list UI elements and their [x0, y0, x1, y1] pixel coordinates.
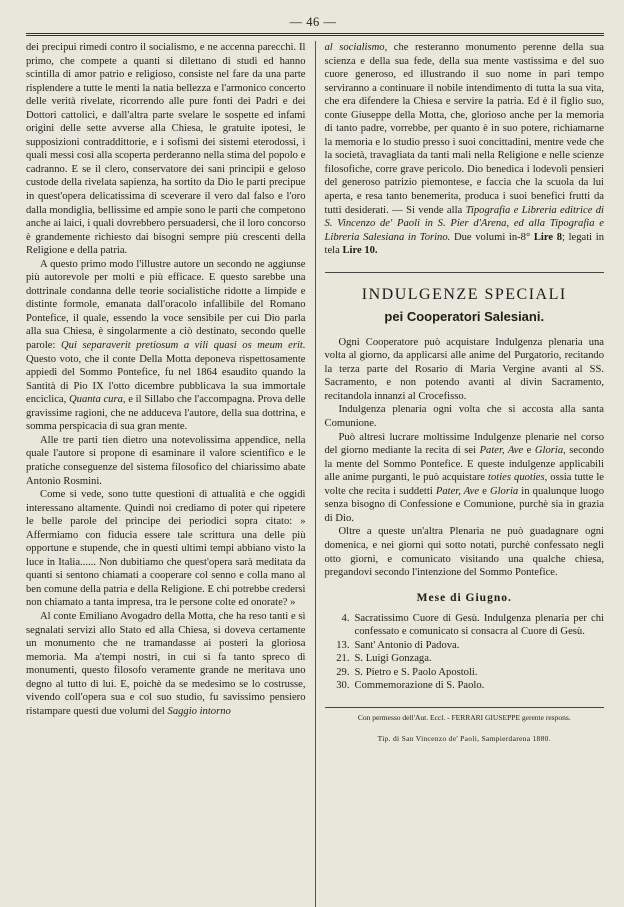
price-text: Due volumi in-8° [450, 231, 534, 243]
second-remedy-text: A questo primo modo l'illustre autore un secondo ne aggiunse più autorevole per molti e più efficace. E questo sarebbe una dottrinale condanna delle teorie socialistiche ridotte a limpide e distinte formole, emanata dall'oracolo infallibile del Romano Pontefice, il quale, essendo la voce sensibile per cui Dio parla alla sua Chiesa, è singolarmente a ciò destinato, secondo quelle parole: [26, 258, 306, 352]
feast-name: Sant' Antonio di Padova. [354, 639, 460, 651]
paragraph-socialismo-remedies: dei precipui rimedi contro il socialismo, e ne accenna parecchi. Il primo, che compete a quanti si dilettano di studi ed hanno scintilla di amor patrio e religioso, consiste nel fare da una parte risplendere a tutte le menti la natia bellezza e l'armonico concerto delle verità rivelate, ricorrendo alle pure fonti dei Padri e dei Dottori cattolici, e dall'altra parte svelare le sospette ed infami origini delle sette avverse alla Chiesa, le gratuite ipotesi, le supposizioni contraddittorie, e i sofismi dei sistemi eterodossi, i quali messi così alla scoperta perderanno nella stima del popolo e cadranno. E se il clero, conservatore dei sani principii e geloso custode della rivelata sapienza, ha sortito da Dio le parti precipue in quest'opera delicatissima di sceverare il vero dal falso e l'oro dalla mondiglia, bellissime ed ampie sono le parti che competono anche ai laici, i quali dovrebbero persuadersi, che il loro concorso è grandemente richiesto dai bisogni sempre più crescenti della Religione e della patria. [26, 42, 306, 257]
recite-and-2: e [479, 485, 490, 497]
price-text-2: ; legati in tela [324, 231, 604, 257]
footer-permission: Con permesso dell'Aut. Eccl. - FERRARI GIUSEPPE gerente respons. [357, 712, 571, 722]
socialismo-title: al socialismo [324, 42, 385, 53]
latin-quote: Qui separaverit pretiosum a vili quasi os meum erit. [61, 340, 306, 352]
avogadro-text: Al conte Emiliano Avogadro della Motta, che ha reso tanti e sì segnalati servizi allo Stato ed alla Chiesa, si doveva certamente un monumento che ne tramandasse ai posteri la gloriosa memoria. Ma a'tempi nostri, in cui si fa tanto spreco di monumenti, questo filosofo veramente grande ne meritava uno degno al tutto di lui. E, poichè da se medesimo se lo costrusse, vivendo coll'opera sua e col suo studio, fu savissimo pensiero ristampare questi due volumi del [26, 610, 306, 717]
recite-end: in qualunque luogo senza bisogno di Confessione e Comunione, purchè sia in grazia di Dio. [324, 485, 604, 524]
recite-and: e [523, 445, 535, 457]
feast-name: Commemorazione di S. Paolo. [354, 680, 485, 692]
feast-day: 30. [336, 680, 350, 692]
saggio-title: Saggio intorno [167, 705, 231, 717]
header-rule [26, 33, 604, 34]
price-amount-bound: Lire 10. [342, 245, 378, 257]
pater-ave-2: Pater, Ave [435, 485, 480, 497]
footer-rule [325, 707, 605, 708]
feast-name: S. Luigi Gonzaga. [354, 653, 432, 665]
encyclical-title: Quanta cura [69, 394, 123, 406]
paragraph-second-remedy [26, 258, 306, 434]
publisher-name: Tipografia e Libreria editrice di S. Vincenzo de' Paoli in S. Pier d'Arena, ed alla Tipografia e Libreria Salesiana in Torino. [324, 204, 604, 243]
paragraph-appendix: Alle tre parti tien dietro una notevolissima appendice, nella quale l'autore si propone di esaminare il valore scientifico e le pratiche conseguenze del sistema filosofico del chiarissimo abate Antonio Rosmini. [26, 434, 306, 487]
paragraph-indulgence-rosary: Ogni Cooperatore può acquistare Indulgenza plenaria una volta al giorno, da applicarsi alle anime del Purgatorio, recitando la terza parte del Rosario di Maria Vergine avanti al SS. Sacramento, e non potendo avanti al divin Sacramento, recitandola innanzi al Crocefisso. [324, 336, 604, 402]
feast-day: 29. [336, 666, 350, 678]
continuation-text: , che resteranno monumento perenne della sua scienza e della sua fede, della sua mente vastissima e del suo cuore generoso, ed illustrando il suo nome in pari tempo serviranno a continuare il nobile intendimento di tutta la sua vita, che era difendere la Chiesa e servire la patria. Ed è il figlio suo, conte Giuseppe della Motta, che, glorioso anche per la memoria di tanto padre, vorrebbe, per quanto è in suo potere, richiamarne la memoria e lo studio presso i suoi concittadini, mentre vede che la società, travagliata da tanti mali nella Religione e nelle scienze filosofiche, corre grave pericolo. Dio benedica i lodevoli pensieri del generoso patrizio piemontese, e faccia che la scuola da lui aperta, e resa tanto benemerita, produca i suoi benefici frutti da tutti desiderati. — Si vende alla [324, 42, 604, 216]
two-column-body [26, 41, 604, 907]
feast-day: 13. [336, 639, 350, 651]
feast-name: S. Pietro e S. Paolo Apostoli. [354, 666, 478, 678]
recite-mid: , secondo la mente del Sommo Pontefice. E queste indulgenze applicabili alle anime purganti, le può acquistare [324, 445, 604, 484]
list-item [325, 652, 605, 666]
feast-day: 4. [341, 612, 350, 624]
footer-printer: Tip. di San Vincenzo de' Paoli, Sampierdarena 1880. [377, 733, 551, 743]
page-number: — 46 — [289, 15, 337, 29]
feast-list [325, 612, 605, 693]
encyclical-tail: , e il Sillabo che l'accompagna. Prova delle gravissime ragioni, che ne adduceva l'autore, della sua dottrina, e somma perspicacia di sua gran mente. [26, 394, 306, 433]
header-rule-double [26, 35, 604, 36]
left-column [26, 41, 315, 907]
gloria: Gloria [534, 445, 564, 457]
recite-intro: Può altresì lucrare moltissime Indulgenze plenarie nel corso del giorno mediante la recita di sei [324, 431, 604, 457]
paragraph-current-questions: Come si vede, sono tutte questioni di attualità e che oggidì interessano altamente. Quindi noi crediamo di poter qui ripetere le belle parole del principe dei periodici sopra citato: » Affermiamo con fiducia essere tale scrittura una delle più opportune e stupende, che in questi ultimi tempi abbiano visto la luce in Italia...... Non dubitiamo che quest'opera sarà meditata da quanti si sentono chiamati a cooperare col senno e colla mano al ben comune della patria e della Religione. E chi potrebbe credersi non chiamato a tanta impresa, tra le persone colte ed onorate? » [26, 489, 306, 609]
paragraph-indulgence-sunday: Oltre a queste un'altra Plenaria ne può guadagnare ogni domenica, e nei giorni qui sotto notati, purchè confessato negli otto giorni, e comunicato visitando una qualche chiesa, pregandovi secondo l'intenzione del Sommo Pontefice. [324, 526, 604, 579]
review-continuation [325, 41, 605, 258]
section-separator [325, 272, 605, 273]
section-title: INDULGENZE SPECIALI [361, 285, 567, 303]
feast-name: Sacratissimo Cuore di Gesù. Indulgenza plenaria per chi confessato e comunicato si consacra al Cuore di Gesù. [354, 612, 604, 638]
list-item [325, 612, 605, 639]
pater-ave: Pater, Ave [479, 445, 524, 457]
month-title: Mese di Giugno. [416, 591, 512, 604]
feast-day: 21. [336, 653, 350, 665]
vow-text: Questo voto, che il conte Della Motta deponeva rispettosamente appiedi del Sommo Pontefice, fu nel 1864 esaudito quando la Santità di Pio IX l'otto dicembre pubblicava la sua immortale enciclica, [26, 353, 306, 406]
recite-mid-2: , ossia tutte le volte che recita i suddetti [324, 472, 604, 497]
paragraph-indulgence-recite [325, 431, 605, 526]
price-amount: Lire 8 [533, 231, 563, 243]
paragraph-count-avogadro [26, 610, 306, 718]
list-item [325, 639, 605, 653]
paragraph-indulgence-communion: Indulgenza plenaria ogni volta che si accosta alla santa Comunione. [324, 404, 604, 430]
paragraph-continuation [325, 41, 605, 258]
list-item [325, 666, 605, 680]
list-item [325, 679, 605, 693]
toties-quoties: toties quoties [488, 472, 545, 484]
gloria-2: Gloria [489, 485, 519, 497]
section-subtitle: pei Cooperatori Salesiani. [384, 308, 545, 324]
right-column [315, 41, 605, 907]
